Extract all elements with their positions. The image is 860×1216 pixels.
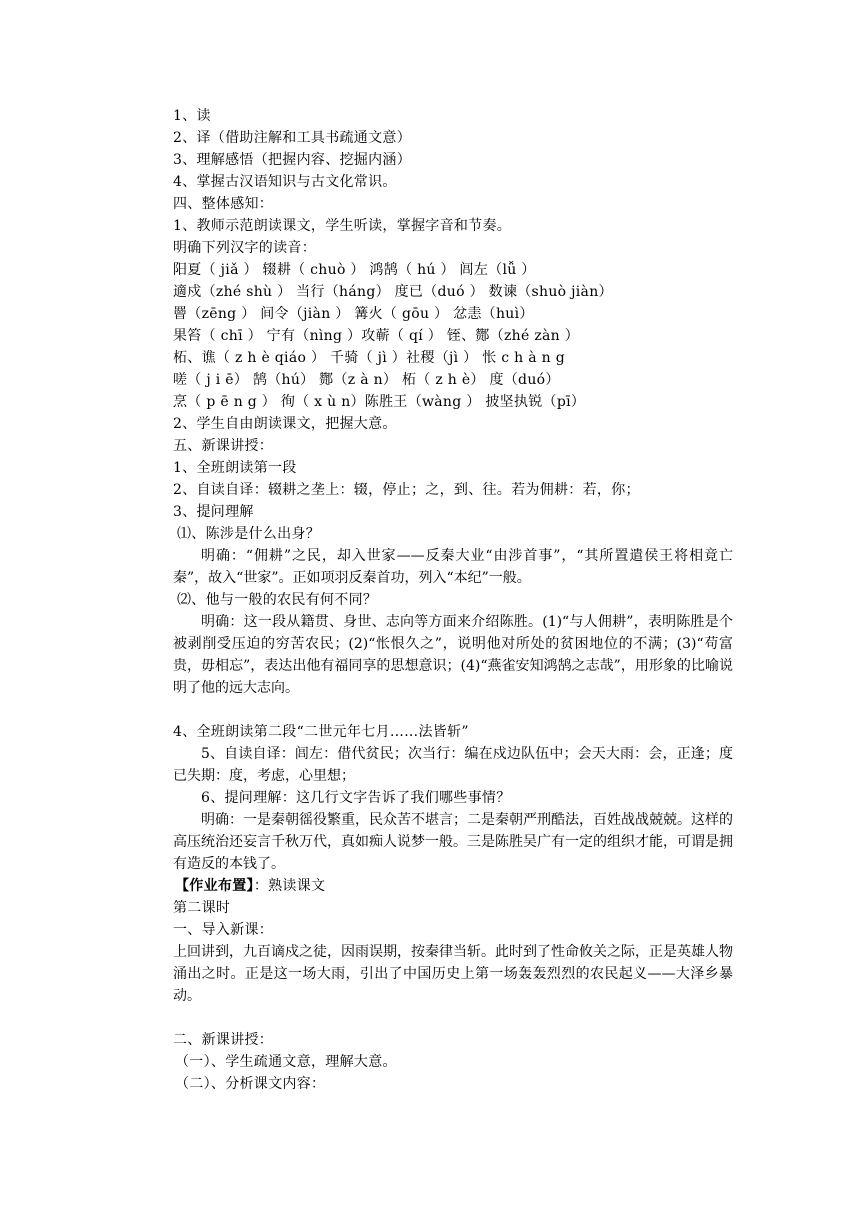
sub-step-one: （一）、学生疏通文意，理解大意。	[175, 1054, 397, 1070]
answer-paragraph: 明确：“佣耕”之民，却入世家——反秦大业“由涉首事”，“其所置遣侯王将相竟亡秦”，故入“世家”。正如项羽反秦首功，列入“本纪”一般。	[173, 548, 733, 586]
answer-paragraph: 明确：这一段从籍贯、身世、志向等方面来介绍陈胜。(1)“与人佣耕”，表明陈胜是个被剥削受压迫的穷苦农民；(2)“怅恨久之”，说明他对所处的贫困地位的不满；(3)“苟富贵，毋相忘”，表达出他有福同享的思想意识；(4)“燕雀安知鸿鹄之志哉”，用形象的比喻说明了他的远大志向。	[173, 614, 733, 696]
question-two: ⑵、他与一般的农民有何不同？	[177, 592, 378, 608]
pronunciation-row: 果笞（ chī ） 宁有（nìng ）攻蕲（ qí ） 铚、酂（zhé zàn ）	[173, 328, 580, 344]
step-self-translate: 2、自读自译：辍耕之垄上：辍，停止；之，到、往。若为佣耕：若，你；	[173, 482, 640, 498]
step-self-translate-two: 5、自读自译：闾左：借代贫民；次当行：编在戍边队伍中；会天大雨：会，正逢；度已失期：度，考虑，心里想；	[173, 746, 733, 784]
step-questions-two: 6、提问理解：这几行文字告诉了我们哪些事情？	[201, 790, 511, 806]
teach-heading: 二、新课讲授：	[173, 1032, 274, 1048]
outline-item-translate: 2、译（借助注解和工具书疏通文意）	[173, 130, 412, 146]
intro-paragraph: 上回讲到，九百谪戍之徒，因雨误期，按秦律当斩。此时到了性命攸关之际，正是英雄人物涌出之时。正是这一场大雨，引出了中国历史上第一场轰轰烈烈的农民起义——大泽乡暴动。	[173, 944, 733, 1004]
outline-item-read: 1、读	[173, 108, 211, 124]
question-one: ⑴、陈涉是什么出身？	[177, 526, 320, 542]
pronunciation-row: 適戍（zhé shù ） 当行（háng） 度已（duó ） 数谏（shuò jiàn）	[173, 284, 613, 300]
step-read-paragraph-one: 1、全班朗读第一段	[173, 460, 297, 476]
pronunciation-row: 柘、谯（ z h è qiáo ） 千骑（ jì ）社稷（jì ） 怅 c h à n g	[173, 350, 565, 366]
homework-label: 【作业布置】	[175, 878, 254, 894]
sub-step-two: （二）、分析课文内容：	[175, 1076, 326, 1092]
outline-item-understand: 3、理解感悟（把握内容、挖掘内涵）	[173, 152, 412, 168]
step-questions: 3、提问理解	[173, 504, 254, 520]
section-heading-new-lesson: 五、新课讲授：	[173, 438, 274, 454]
pronunciation-heading: 明确下列汉字的读音：	[173, 240, 316, 256]
pronunciation-row: 嗟（ j i ē） 鹄（hú） 酂（z à n） 柘（ z h è） 度（duó）	[173, 372, 560, 388]
homework-text: ：熟读课文	[253, 878, 326, 894]
step-free-reading: 2、学生自由朗读课文，把握大意。	[173, 416, 397, 432]
intro-heading: 一、导入新课：	[173, 922, 274, 938]
homework-line	[175, 875, 325, 897]
answer-paragraph: 明确：一是秦朝徭役繁重，民众苦不堪言；二是秦朝严刑酷法，百姓战战兢兢。这样的高压统治还妄言千秋万代，真如痴人说梦一般。三是陈胜吴广有一定的组织才能，可谓是拥有造反的本钱了。	[173, 812, 733, 872]
lesson-two-heading: 第二课时	[173, 900, 231, 916]
step-read-paragraph-two: 4、全班朗读第二段“二世元年七月……法皆斩”	[173, 724, 469, 740]
pronunciation-row: 罾（zēng ） 间令（jiàn ） 篝火（ gōu ） 忿恚（huì）	[173, 306, 534, 322]
section-heading-overall: 四、整体感知：	[173, 196, 274, 212]
pronunciation-row: 烹（ p ē n g ） 徇（ x ù n）陈胜王（wàng ） 披坚执锐（pī）	[173, 394, 586, 410]
step-teacher-reading: 1、教师示范朗读课文，学生听读，掌握字音和节奏。	[173, 218, 512, 234]
outline-item-knowledge: 4、掌握古汉语知识与古文化常识。	[173, 174, 397, 190]
pronunciation-row: 阳夏（ jiǎ ） 辍耕（ chuò ） 鸿鹄（ hú ） 闾左（lǚ ）	[173, 262, 536, 278]
